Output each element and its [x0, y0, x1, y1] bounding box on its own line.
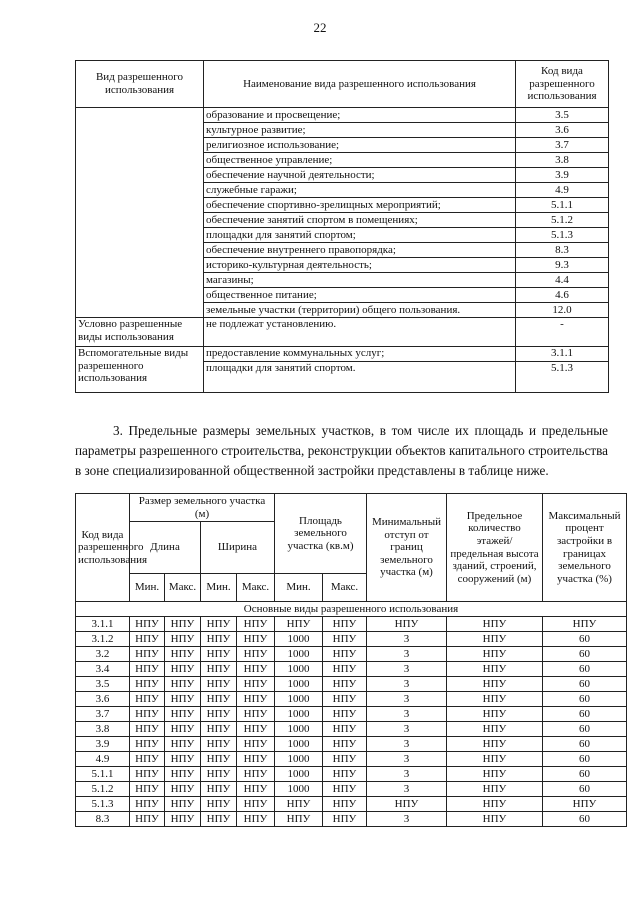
use-name-cell: историко-культурная деятельность; [204, 258, 516, 273]
row-code-cell: 5.1.2 [76, 782, 130, 797]
value-cell: НПУ [165, 722, 201, 737]
value-cell: НПУ [130, 767, 165, 782]
value-cell: НПУ [130, 662, 165, 677]
value-cell: 60 [543, 737, 627, 752]
value-cell: 60 [543, 767, 627, 782]
row-code-cell: 3.8 [76, 722, 130, 737]
table-header-row [76, 61, 609, 108]
value-cell: 60 [543, 752, 627, 767]
use-code-cell: 5.1.3 [516, 362, 609, 393]
value-cell: НПУ [237, 737, 275, 752]
header-use-code: Код вида разрешенного использования [516, 61, 609, 108]
use-name-cell: культурное развитие; [204, 123, 516, 138]
header-use-name: Наименование вида разрешенного использования [204, 61, 516, 108]
conditional-use-type: Условно разрешенные виды использования [76, 318, 204, 347]
paragraph-text: 3. Предельные размеры земельных участков, в том числе их площадь и предельные параметры разрешенного строительства, реконструкции объектов капитального строительства в зоне специализированной общественной застройки представлены в таблице ниже. [75, 423, 608, 478]
value-cell: НПУ [447, 782, 543, 797]
value-cell: 60 [543, 647, 627, 662]
value-cell: НПУ [130, 617, 165, 632]
use-code-cell: 4.9 [516, 183, 609, 198]
row-code-cell: 3.4 [76, 662, 130, 677]
value-cell: НПУ [275, 617, 323, 632]
use-name-cell: общественное питание; [204, 288, 516, 303]
page-number: 22 [313, 20, 327, 35]
auxiliary-use-type: Вспомогательные виды разрешенного использования [76, 347, 204, 393]
value-cell: НПУ [447, 812, 543, 827]
main-use-group-cell [76, 108, 204, 318]
value-cell: 3 [367, 647, 447, 662]
header-size: Размер земельного участка (м) [130, 494, 275, 522]
value-cell: 1000 [275, 647, 323, 662]
value-cell: НПУ [130, 707, 165, 722]
value-cell: 3 [367, 692, 447, 707]
table-row [76, 737, 627, 752]
use-code-cell: 5.1.1 [516, 198, 609, 213]
value-cell: НПУ [323, 767, 367, 782]
table-row [76, 632, 627, 647]
table-row [76, 722, 627, 737]
use-code-cell: 3.8 [516, 153, 609, 168]
header-width-max: Макс. [237, 574, 275, 602]
value-cell: НПУ [165, 707, 201, 722]
value-cell: НПУ [447, 677, 543, 692]
use-code-cell: 9.3 [516, 258, 609, 273]
value-cell: 3 [367, 737, 447, 752]
value-cell: НПУ [201, 707, 237, 722]
row-code-cell: 3.9 [76, 737, 130, 752]
value-cell: НПУ [237, 647, 275, 662]
value-cell: НПУ [201, 617, 237, 632]
row-code-cell: 3.5 [76, 677, 130, 692]
conditional-use-code: - [516, 318, 609, 347]
value-cell: НПУ [367, 797, 447, 812]
header-percent: Максимальный процент застройки в границах земельного участка (%) [543, 494, 627, 602]
auxiliary-use-row [76, 347, 609, 362]
value-cell: 1000 [275, 737, 323, 752]
value-cell: НПУ [323, 707, 367, 722]
value-cell: НПУ [323, 662, 367, 677]
value-cell: НПУ [323, 722, 367, 737]
value-cell: НПУ [130, 812, 165, 827]
value-cell: НПУ [543, 797, 627, 812]
value-cell: НПУ [323, 632, 367, 647]
table-row [76, 707, 627, 722]
value-cell: НПУ [165, 782, 201, 797]
value-cell: НПУ [237, 782, 275, 797]
value-cell: НПУ [201, 647, 237, 662]
header-use-type: Вид разрешенного использования [76, 61, 204, 108]
value-cell: НПУ [165, 647, 201, 662]
use-code-cell: 4.4 [516, 273, 609, 288]
row-code-cell: 3.7 [76, 707, 130, 722]
value-cell: НПУ [130, 782, 165, 797]
value-cell: НПУ [447, 647, 543, 662]
value-cell: НПУ [130, 797, 165, 812]
value-cell: 1000 [275, 722, 323, 737]
value-cell: 3 [367, 662, 447, 677]
header-length-min: Мин. [130, 574, 165, 602]
value-cell: 1000 [275, 662, 323, 677]
table-row [76, 752, 627, 767]
header-setback: Минимальный отступ от границ земельного участка (м) [367, 494, 447, 602]
use-name-cell: обеспечение научной деятельности; [204, 168, 516, 183]
value-cell: 60 [543, 782, 627, 797]
row-code-cell: 3.6 [76, 692, 130, 707]
value-cell: 60 [543, 707, 627, 722]
value-cell: НПУ [237, 722, 275, 737]
table-row [76, 677, 627, 692]
value-cell: НПУ [165, 737, 201, 752]
value-cell: НПУ [237, 692, 275, 707]
value-cell: НПУ [323, 692, 367, 707]
value-cell: НПУ [201, 782, 237, 797]
table-row [76, 782, 627, 797]
value-cell: НПУ [130, 677, 165, 692]
header-code: Код вида разрешенного использования [76, 494, 130, 602]
value-cell: НПУ [165, 767, 201, 782]
header-width: Ширина [201, 522, 275, 574]
use-code-cell: 4.6 [516, 288, 609, 303]
value-cell: НПУ [237, 707, 275, 722]
value-cell: 3 [367, 767, 447, 782]
use-name-cell: магазины; [204, 273, 516, 288]
value-cell: НПУ [237, 797, 275, 812]
value-cell: НПУ [367, 617, 447, 632]
value-cell: НПУ [237, 617, 275, 632]
value-cell: НПУ [130, 737, 165, 752]
header-length: Длина [130, 522, 201, 574]
value-cell: НПУ [201, 797, 237, 812]
value-cell: НПУ [165, 632, 201, 647]
value-cell: НПУ [237, 662, 275, 677]
use-code-cell: 8.3 [516, 243, 609, 258]
table-row [76, 797, 627, 812]
use-name-cell: земельные участки (территории) общего пользования. [204, 303, 516, 318]
value-cell: НПУ [201, 692, 237, 707]
table-row [76, 812, 627, 827]
use-name-cell: площадки для занятий спортом; [204, 228, 516, 243]
use-name-cell: обеспечение спортивно-зрелищных мероприятий; [204, 198, 516, 213]
value-cell: 1000 [275, 767, 323, 782]
value-cell: НПУ [447, 797, 543, 812]
value-cell: НПУ [201, 737, 237, 752]
value-cell: НПУ [130, 722, 165, 737]
value-cell: НПУ [237, 632, 275, 647]
row-code-cell: 3.1.2 [76, 632, 130, 647]
use-name-cell: обеспечение занятий спортом в помещениях; [204, 213, 516, 228]
value-cell: НПУ [165, 677, 201, 692]
value-cell: 3 [367, 707, 447, 722]
header-area-min: Мин. [275, 574, 323, 602]
header-length-max: Макс. [165, 574, 201, 602]
use-code-cell: 3.7 [516, 138, 609, 153]
header-width-min: Мин. [201, 574, 237, 602]
row-code-cell: 3.1.1 [76, 617, 130, 632]
value-cell: НПУ [447, 752, 543, 767]
value-cell: 60 [543, 632, 627, 647]
row-code-cell: 5.1.3 [76, 797, 130, 812]
value-cell: НПУ [130, 752, 165, 767]
header-area-max: Макс. [323, 574, 367, 602]
value-cell: НПУ [543, 617, 627, 632]
value-cell: 60 [543, 677, 627, 692]
table-row [76, 662, 627, 677]
value-cell: НПУ [323, 752, 367, 767]
value-cell: НПУ [447, 722, 543, 737]
value-cell: НПУ [323, 782, 367, 797]
value-cell: НПУ [201, 752, 237, 767]
use-code-cell: 3.9 [516, 168, 609, 183]
value-cell: НПУ [447, 662, 543, 677]
parameters-table [75, 493, 627, 827]
conditional-use-row [76, 318, 609, 347]
value-cell: НПУ [237, 767, 275, 782]
header-area: Площадь земельного участка (кв.м) [275, 494, 367, 574]
value-cell: 60 [543, 812, 627, 827]
value-cell: 1000 [275, 782, 323, 797]
value-cell: НПУ [201, 722, 237, 737]
table-row [76, 647, 627, 662]
value-cell: 1000 [275, 752, 323, 767]
table-row [76, 617, 627, 632]
value-cell: 3 [367, 812, 447, 827]
use-code-cell: 3.1.1 [516, 347, 609, 362]
row-code-cell: 5.1.1 [76, 767, 130, 782]
use-name-cell: служебные гаражи; [204, 183, 516, 198]
value-cell: НПУ [323, 797, 367, 812]
value-cell: НПУ [237, 677, 275, 692]
value-cell: НПУ [130, 647, 165, 662]
row-code-cell: 3.2 [76, 647, 130, 662]
value-cell: НПУ [275, 812, 323, 827]
value-cell: НПУ [165, 752, 201, 767]
value-cell: 3 [367, 632, 447, 647]
value-cell: 1000 [275, 692, 323, 707]
conditional-use-name: не подлежат установлению. [204, 318, 516, 347]
table-row [76, 692, 627, 707]
value-cell: НПУ [447, 707, 543, 722]
value-cell: 1000 [275, 707, 323, 722]
header-floors: Предельное количество этажей/ предельная высота зданий, строений, сооружений (м) [447, 494, 543, 602]
value-cell: НПУ [447, 692, 543, 707]
use-code-cell: 3.5 [516, 108, 609, 123]
value-cell: НПУ [323, 647, 367, 662]
value-cell: НПУ [201, 662, 237, 677]
value-cell: НПУ [201, 632, 237, 647]
value-cell: 1000 [275, 677, 323, 692]
value-cell: НПУ [447, 737, 543, 752]
value-cell: 3 [367, 722, 447, 737]
use-code-cell: 3.6 [516, 123, 609, 138]
value-cell: НПУ [201, 812, 237, 827]
value-cell: НПУ [130, 692, 165, 707]
use-name-cell: предоставление коммунальных услуг; [204, 347, 516, 362]
row-code-cell: 8.3 [76, 812, 130, 827]
value-cell: НПУ [165, 662, 201, 677]
row-code-cell: 4.9 [76, 752, 130, 767]
value-cell: НПУ [447, 767, 543, 782]
value-cell: 3 [367, 752, 447, 767]
use-name-cell: площадки для занятий спортом. [204, 362, 516, 393]
value-cell: 3 [367, 677, 447, 692]
use-name-cell: обеспечение внутреннего правопорядка; [204, 243, 516, 258]
value-cell: НПУ [323, 812, 367, 827]
value-cell: НПУ [447, 617, 543, 632]
value-cell: НПУ [323, 737, 367, 752]
value-cell: 60 [543, 692, 627, 707]
value-cell: НПУ [275, 797, 323, 812]
value-cell: НПУ [447, 632, 543, 647]
value-cell: НПУ [323, 677, 367, 692]
value-cell: НПУ [201, 767, 237, 782]
value-cell: НПУ [237, 752, 275, 767]
value-cell: 60 [543, 662, 627, 677]
use-code-cell: 5.1.3 [516, 228, 609, 243]
table-row [76, 108, 609, 123]
use-name-cell: общественное управление; [204, 153, 516, 168]
value-cell: НПУ [165, 812, 201, 827]
value-cell: 60 [543, 722, 627, 737]
value-cell: НПУ [165, 692, 201, 707]
value-cell: 3 [367, 782, 447, 797]
paragraph-3 [75, 421, 608, 481]
table-row [76, 767, 627, 782]
section-title: Основные виды разрешенного использования [76, 602, 627, 617]
use-name-cell: религиозное использование; [204, 138, 516, 153]
value-cell: НПУ [165, 797, 201, 812]
use-code-cell: 5.1.2 [516, 213, 609, 228]
use-name-cell: образование и просвещение; [204, 108, 516, 123]
value-cell: НПУ [201, 677, 237, 692]
value-cell: НПУ [237, 812, 275, 827]
value-cell: 1000 [275, 632, 323, 647]
value-cell: НПУ [130, 632, 165, 647]
value-cell: НПУ [323, 617, 367, 632]
value-cell: НПУ [165, 617, 201, 632]
use-code-cell: 12.0 [516, 303, 609, 318]
permitted-use-table [75, 60, 609, 393]
